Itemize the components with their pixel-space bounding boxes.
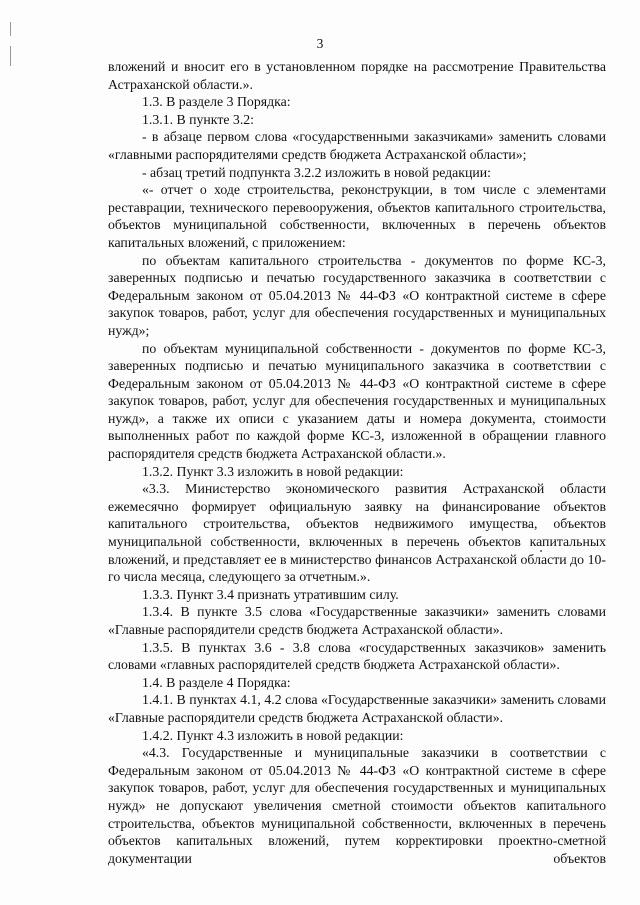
paragraph-item-1-3-3: 1.3.3. Пункт 3.4 признать утратившим силу. <box>142 586 399 602</box>
paragraph-quoted-report: «- отчет о ходе строительства, реконструкции, в том числе с элементами реставрации, технического перевооружения, объектов капитального строительства, объектов муниципальной собственности, включенных в перечень объектов капитальных вложений, с приложением: <box>108 182 606 250</box>
paragraph-item-1-4-2: 1.4.2. Пункт 4.3 изложить в новой редакции: <box>142 727 404 743</box>
paragraph-item-1-3-5: 1.3.5. В пунктах 3.6 - 3.8 слова «государственных заказчиков» заменить словами «главных распорядителей средств бюджета Астраханской области». <box>108 639 606 673</box>
paragraph-item-1-4-1: 1.4.1. В пунктах 4.1, 4.2 слова «Государственные заказчики» заменить словами «Главные распорядители средств бюджета Астраханской области». <box>108 692 606 725</box>
document-body <box>108 58 606 867</box>
page-number: 3 <box>316 36 324 51</box>
paragraph-item-1-3-2: 1.3.2. Пункт 3.3 изложить в новой редакции: <box>142 463 404 479</box>
paragraph-amendment-dash: - в абзаце первом слова «государственными заказчиками» заменить словами «главными распорядителями средств бюджета Астраханской области»; <box>108 129 606 162</box>
margin-mark <box>10 22 11 36</box>
paragraph-continuation: вложений и вносит его в установленном порядке на рассмотрение Правительства Астраханской области.». <box>108 59 606 92</box>
paragraph-item-1-3-1: 1.3.1. В пункте 3.2: <box>142 111 255 127</box>
paragraph-amendment-dash: - абзац третий подпункта 3.2.2 изложить в новой редакции: <box>142 164 491 180</box>
paragraph-capital-objects: по объектам капитального строительства - документов по форме КС-3, заверенных подписью и печатью государственного заказчика в соответствии с Федеральным законом от 05.04.2013 № 44-ФЗ «О контрактной системе в сфере закупок товаров, работ, услуг для обеспечения государственных и муниципальных нужд»; <box>108 252 606 338</box>
paragraph-item-1-3-4: 1.3.4. В пункте 3.5 слова «Государственные заказчики» заменить словами «Главные распорядители средств бюджета Астраханской области». <box>108 604 606 637</box>
paragraph-municipal-objects: по объектам муниципальной собственности - документов по форме КС-3, заверенных подписью и печатью муниципального заказчика в соответствии с Федеральным законом от 05.04.2013 № 44-ФЗ «О контрактной системе в сфере закупок товаров, работ, услуг для обеспечения государственных и муниципальных нужд», а также их описи с указанием даты и номера документа, стоимости выполненных работ по каждой форме КС-3, изложенной в обращении главного распорядителя средств бюджета Астраханской области.». <box>108 340 606 462</box>
paragraph-section-1-4: 1.4. В разделе 4 Порядка: <box>142 674 291 690</box>
paragraph-quoted-3-3: «3.3. Министерство экономического развития Астраханской области ежемесячно формирует официальную заявку на финансирование объектов капитального строительства, объектов недвижимого имущества, объектов муниципальной собственности, включенных в перечень объектов капитальных вложений, и представляет ее в министерство финансов Астраханской области до 10-го числа месяца, следующего за отчетным.». <box>108 481 606 585</box>
paragraph-section-1-3: 1.3. В разделе 3 Порядка: <box>142 94 291 110</box>
paragraph-quoted-4-3: «4.3. Государственные и муниципальные заказчики в соответствии с Федеральным законом от 05.04.2013 № 44-ФЗ «О контрактной системе в сфере закупок товаров, работ, услуг для обеспечения государственных и муниципальных нужд» не допускают увеличения сметной стоимости объектов капитального строительства, объектов муниципальной собственности, включенных в перечень объектов капитальных вложений, путем корректировки проектно-сметной документации объектов <box>108 745 606 866</box>
scan-speck <box>540 550 542 552</box>
